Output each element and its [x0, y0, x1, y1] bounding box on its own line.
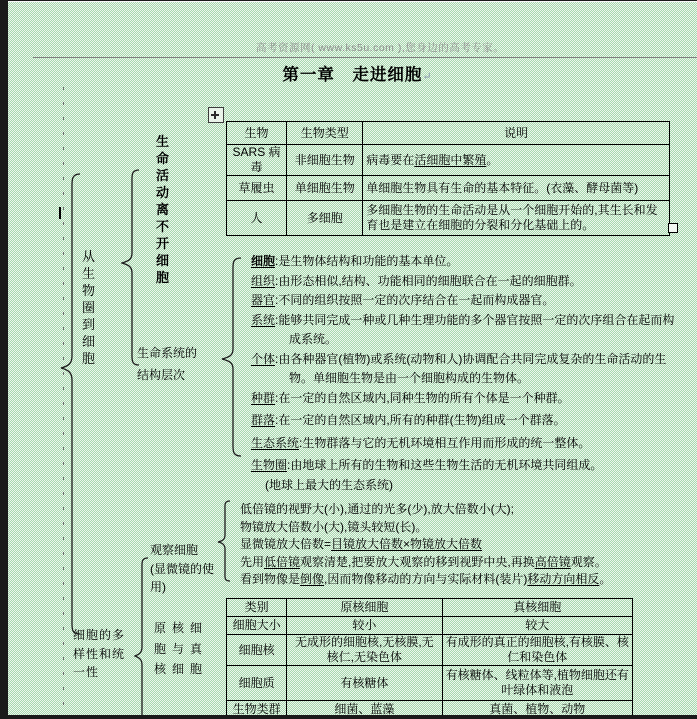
cell-prokaryote: 有核糖体 — [287, 666, 442, 701]
table-header-row — [227, 599, 633, 617]
label-life-activity: 生命活动离不开细胞 — [156, 134, 182, 285]
header-cell: 真核细胞 — [442, 599, 632, 617]
label-observe-cells-sub: (显微镜的使用) — [150, 561, 214, 594]
level-line: 器官:不同的组织按照一定的次序结合在一起而构成器官。 — [251, 293, 555, 307]
cell-note: 单细胞生物具有生命的基本特征。(衣藻、酵母菌等) — [363, 176, 670, 201]
header-cell: 生物类型 — [287, 122, 363, 145]
cell-organism: 草履虫 — [227, 176, 287, 201]
cell-comparison-table[interactable] — [226, 598, 633, 715]
brace-from-biosphere — [121, 169, 141, 366]
level-line: 生物圈:由地球上所有的生物和这些生物生活的无机环境共同组成。 (地球上最大的生态系统) — [251, 458, 603, 492]
table-row — [227, 201, 670, 236]
move-cross-icon — [214, 111, 216, 119]
table-move-handle[interactable] — [208, 107, 224, 123]
table-row — [227, 666, 633, 701]
note-line: 物镜放大倍数小(大),镜头较短(长)。 — [240, 519, 428, 534]
level-line: 生态系统:生物群落与它的无机环境相互作用而形成的统一整体。 — [251, 435, 591, 450]
cell-eukaryote: 有成形的真正的细胞核,有核膜、核仁和染色体 — [442, 635, 632, 666]
chapter-title-text: 第一章 走进细胞 — [282, 65, 423, 84]
cell-organism: SARS 病毒 — [227, 145, 287, 176]
table-row — [227, 617, 633, 635]
level-line: 组织:由形态相似,结构、功能相同的细胞联合在一起的细胞群。 — [251, 273, 582, 288]
organism-table[interactable] — [226, 121, 670, 236]
level-line: 个体:由各种器官(植物)或系统(动物和人)协调配合共同完成复杂的生命活动的生物。单细胞生物是由一个细胞构成的生物体。 — [251, 351, 667, 385]
cell-note: 多细胞生物的生命活动是从一个细胞开始的,其生长和发育也是建立在细胞的分裂和分化基础上的。 — [363, 201, 670, 236]
paragraph-mark-icon: ↵ — [422, 71, 432, 83]
cell-category: 细胞大小 — [227, 617, 287, 635]
cell-prokaryote: 无成形的细胞核,无核膜,无核仁,无染色体 — [287, 635, 442, 666]
brace-microscope-notes — [217, 500, 232, 582]
header-cell: 类别 — [227, 599, 287, 617]
brace-chapter-root — [60, 173, 82, 635]
cell-prokaryote: 较小 — [287, 617, 442, 635]
life-system-levels-list — [251, 252, 675, 495]
label-from-biosphere-to-cell: 从生物圈到细胞 — [82, 249, 108, 366]
page-content — [8, 1, 697, 715]
level-line: 种群:在一定的自然区域内,同种生物的所有个体是一个种群。 — [251, 390, 570, 405]
table-header-row — [227, 122, 670, 145]
label-prokaryote-eukaryote: 原核细胞与真核细胞 — [154, 621, 209, 676]
table-row — [227, 701, 633, 716]
label-observe-cells-main: 观察细胞 — [150, 543, 199, 557]
cell-category: 生物类群 — [227, 701, 287, 716]
table-resize-handle[interactable] — [668, 223, 678, 233]
cell-type: 多细胞 — [287, 201, 363, 236]
table-row — [227, 176, 670, 201]
document-page — [8, 1, 697, 715]
note-line: 先用低倍镜观察清楚,把要放大观察的移到视野中央,再换高倍镜观察。 — [240, 554, 607, 569]
cell-eukaryote: 较大 — [442, 617, 632, 635]
cell-category: 细胞质 — [227, 666, 287, 701]
table-row — [227, 145, 670, 176]
level-line: 群落:在一定的自然区域内,所有的种群(生物)组成一个群落。 — [251, 413, 566, 427]
note-line: 显微镜放大倍数=目镜放大倍数×物镜放大倍数 — [240, 537, 483, 552]
level-line: 系统:能够共同完成一种或几种生理功能的多个器官按照一定的次序组合在起而构成系统。 — [251, 312, 675, 346]
header-watermark-text: 高考资源网( www.ks5u.com ),您身边的高考专家。 — [256, 42, 505, 54]
level-line: 细胞:是生物体结构和功能的基本单位。 — [251, 254, 459, 268]
brace-diversity-unity — [134, 557, 150, 715]
cell-type: 非细胞生物 — [287, 145, 363, 176]
cell-eukaryote: 有核糖体、线粒体等,植物细胞还有叶绿体和液泡 — [442, 666, 632, 701]
cell-prokaryote: 细菌、蓝藻 — [287, 701, 442, 716]
microscope-notes — [240, 501, 672, 589]
header-cell: 生物 — [227, 122, 287, 145]
label-observe-cells — [150, 541, 216, 597]
cell-type: 单细胞生物 — [287, 176, 363, 201]
note-line: 看到物像是倒像,因而物像移动的方向与实际材料(装片)移动方向相反。 — [240, 572, 612, 587]
note-line: 低倍镜的视野大(小),通过的光多(少),放大倍数小(大); — [240, 502, 514, 516]
header-rule — [33, 57, 697, 58]
header-cell: 原核细胞 — [287, 599, 442, 617]
brace-structure-levels — [221, 257, 243, 457]
cell-eukaryote: 真菌、植物、动物 — [442, 701, 632, 716]
label-diversity-unity: 细胞的多样性和统一性 — [73, 628, 126, 679]
cell-category: 细胞核 — [227, 635, 287, 666]
cell-organism: 人 — [227, 201, 287, 236]
chapter-title — [8, 61, 697, 85]
header-cell: 说明 — [363, 122, 670, 145]
table-row — [227, 635, 633, 666]
cell-note: 病毒要在活细胞中繁殖。 — [363, 145, 670, 176]
label-life-system-levels: 生命系统的结构层次 — [137, 346, 198, 382]
